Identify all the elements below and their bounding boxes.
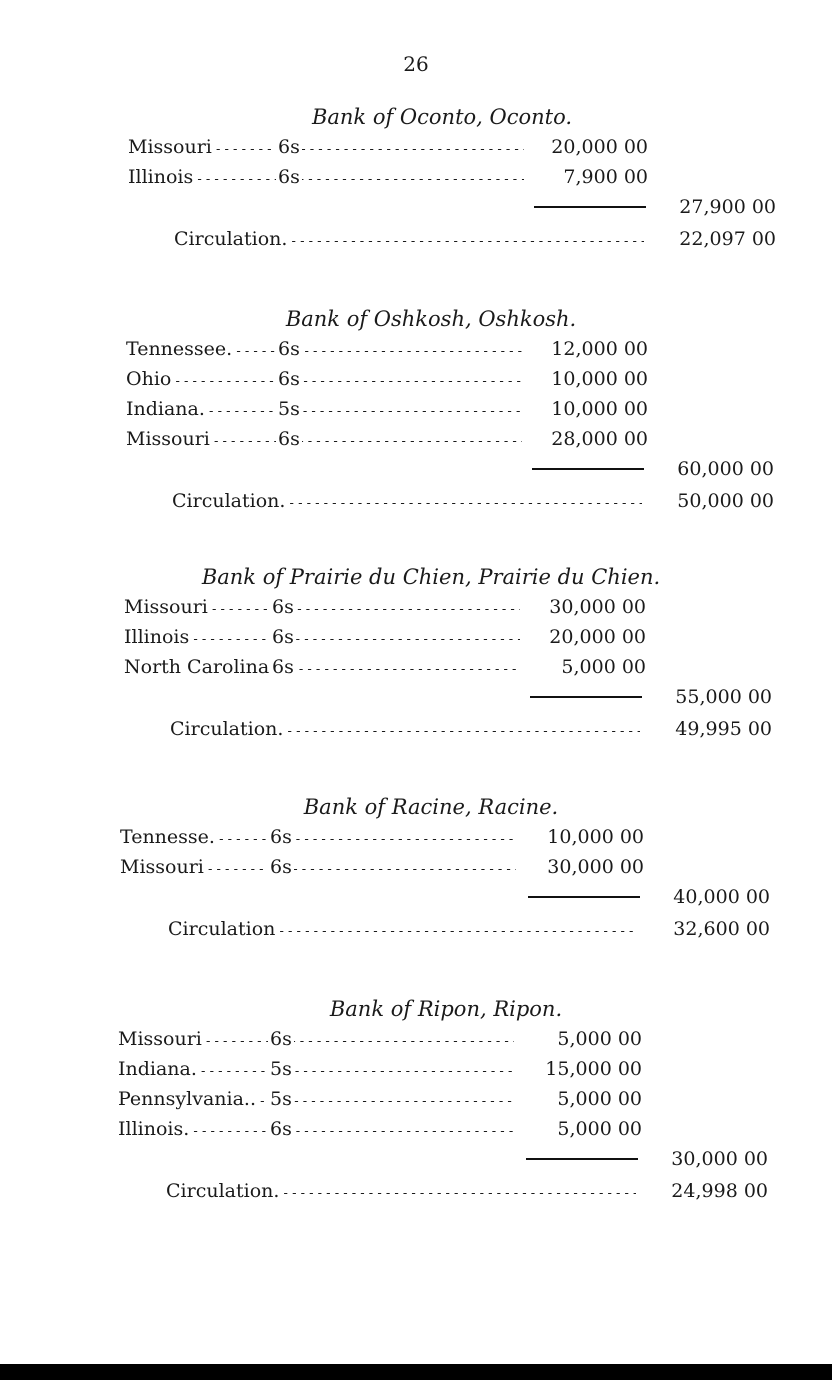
total-row: [0, 682, 832, 712]
bond-rate: 5s: [268, 1084, 294, 1114]
circulation-amount: 22,097 00: [679, 228, 776, 250]
holding-amount: 10,000 00: [547, 826, 644, 848]
holding-row: [0, 1114, 832, 1144]
circulation-label: Circulation: [168, 918, 276, 940]
bank-total: 27,900 00: [679, 196, 776, 218]
holding-amount: 15,000 00: [545, 1058, 642, 1080]
total-row: [0, 454, 832, 484]
holding-amount: 5,000 00: [557, 1088, 642, 1110]
circulation-label: Circulation.: [172, 490, 286, 512]
bond-rate: 6s: [276, 424, 302, 454]
bank-total: 30,000 00: [671, 1148, 768, 1170]
holding-amount: 5,000 00: [557, 1118, 642, 1140]
holding-row: [0, 394, 832, 424]
bond-rate: 6s: [268, 1024, 294, 1054]
bank-total: 40,000 00: [673, 886, 770, 908]
bank-total: 55,000 00: [675, 686, 772, 708]
state-name: Illinois.: [118, 1118, 190, 1140]
holding-amount: 5,000 00: [557, 1028, 642, 1050]
holding-row: [0, 592, 832, 622]
holding-row: [0, 162, 832, 192]
bank-section-oconto: [0, 102, 832, 256]
holding-row: [0, 334, 832, 364]
bond-rate: 6s: [268, 852, 294, 882]
bond-rate: 6s: [270, 592, 296, 622]
circulation-label: Circulation.: [170, 718, 284, 740]
circulation-amount: 49,995 00: [675, 718, 772, 740]
holding-amount: 30,000 00: [547, 856, 644, 878]
circulation-row: [0, 712, 832, 746]
bond-rate: 6s: [268, 822, 294, 852]
bank-section-oshkosh: [0, 304, 832, 518]
sum-rule: [534, 206, 646, 208]
total-row: [0, 882, 832, 912]
bank-section-prairie-du-chien: [0, 562, 832, 746]
bank-section-racine: [0, 792, 832, 946]
state-name: Pennsylvania..: [118, 1088, 256, 1110]
bond-rate: 6s: [268, 1114, 294, 1144]
holding-row: [0, 1024, 832, 1054]
holding-row: [0, 132, 832, 162]
holding-row: [0, 1054, 832, 1084]
holding-amount: 30,000 00: [549, 596, 646, 618]
sum-rule: [530, 696, 642, 698]
holding-amount: 7,900 00: [563, 166, 648, 188]
bank-title: Bank of Ripon, Ripon.: [329, 997, 563, 1021]
page-edge-bar: [0, 1364, 832, 1380]
state-name: Tennessee.: [126, 338, 233, 360]
sum-rule: [532, 468, 644, 470]
state-name: Illinois: [124, 626, 190, 648]
circulation-amount: 32,600 00: [673, 918, 770, 940]
state-name: Missouri: [120, 856, 204, 878]
holding-amount: 12,000 00: [551, 338, 648, 360]
bank-title: Bank of Racine, Racine.: [303, 795, 559, 819]
holding-row: [0, 1084, 832, 1114]
bank-title: Bank of Oconto, Oconto.: [311, 105, 573, 129]
state-name: Missouri: [124, 596, 208, 618]
holding-amount: 28,000 00: [551, 428, 648, 450]
bond-rate: 6s: [276, 162, 302, 192]
holding-row: [0, 652, 832, 682]
state-name: Indiana.: [126, 398, 205, 420]
holding-amount: 10,000 00: [551, 368, 648, 390]
state-name: Missouri: [128, 136, 212, 158]
bond-rate: 6s: [276, 334, 302, 364]
bank-title: Bank of Prairie du Chien, Prairie du Chien.: [201, 565, 661, 589]
bond-rate: 6s: [276, 132, 302, 162]
bond-rate: 6s: [276, 364, 302, 394]
bond-rate: 5s: [276, 394, 302, 424]
holding-amount: 5,000 00: [561, 656, 646, 678]
bond-rate: 6s: [270, 622, 296, 652]
holding-row: [0, 852, 832, 882]
circulation-row: [0, 1174, 832, 1208]
state-name: Missouri: [126, 428, 210, 450]
holding-row: [0, 822, 832, 852]
circulation-amount: 24,998 00: [671, 1180, 768, 1202]
circulation-row: [0, 912, 832, 946]
circulation-label: Circulation.: [174, 228, 288, 250]
bond-rate: 5s: [268, 1054, 294, 1084]
circulation-row: [0, 484, 832, 518]
sum-rule: [526, 1158, 638, 1160]
state-name: Missouri: [118, 1028, 202, 1050]
holding-amount: 10,000 00: [551, 398, 648, 420]
holding-row: [0, 622, 832, 652]
sum-rule: [528, 896, 640, 898]
holding-row: [0, 424, 832, 454]
page-number: 26: [403, 52, 429, 76]
total-row: [0, 1144, 832, 1174]
holding-row: [0, 364, 832, 394]
bond-rate: 6s: [270, 652, 296, 682]
circulation-amount: 50,000 00: [677, 490, 774, 512]
state-name: North Carolina: [124, 656, 270, 678]
holding-amount: 20,000 00: [549, 626, 646, 648]
circulation-label: Circulation.: [166, 1180, 280, 1202]
state-name: Ohio: [126, 368, 172, 390]
total-row: [0, 192, 832, 222]
state-name: Illinois: [128, 166, 194, 188]
bank-section-ripon: [0, 994, 832, 1208]
holding-amount: 20,000 00: [551, 136, 648, 158]
bank-title: Bank of Oshkosh, Oshkosh.: [285, 307, 577, 331]
circulation-row: [0, 222, 832, 256]
state-name: Tennesse.: [120, 826, 215, 848]
state-name: Indiana.: [118, 1058, 197, 1080]
bank-total: 60,000 00: [677, 458, 774, 480]
